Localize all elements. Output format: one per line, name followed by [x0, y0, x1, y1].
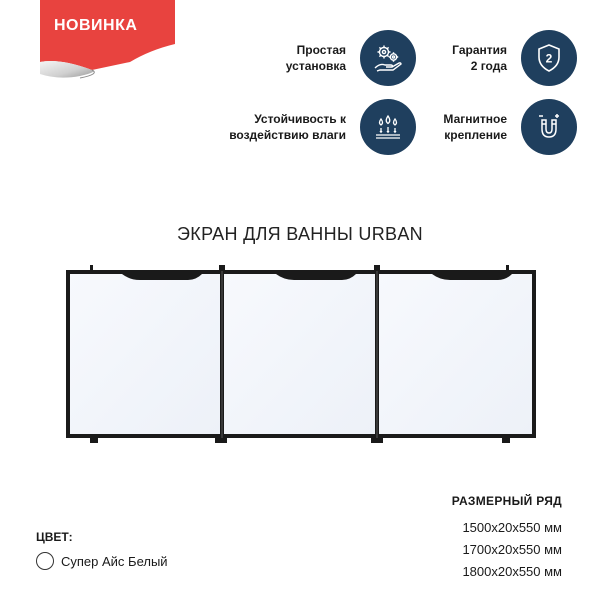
- feature-moisture-resistance: [229, 99, 416, 155]
- size-item: 1800x20x550 мм: [462, 564, 562, 579]
- screen-panel-left: [70, 274, 220, 434]
- feature-label: Устойчивость к воздействию влаги: [229, 112, 346, 142]
- feature-warranty: [452, 30, 577, 86]
- size-item: 1500x20x550 мм: [462, 520, 562, 535]
- sizes-list: [462, 517, 562, 583]
- gears-hand-icon: [360, 30, 416, 86]
- screen-panel-right: [379, 274, 532, 434]
- color-heading: ЦВЕТ:: [36, 530, 73, 544]
- color-option[interactable]: [36, 552, 168, 570]
- feature-label: Гарантия 2 года: [452, 43, 507, 73]
- color-option-label: Супер Айс Белый: [61, 553, 168, 569]
- color-radio-button[interactable]: [36, 552, 54, 570]
- badge-label: НОВИНКА: [54, 17, 138, 34]
- feature-label: Магнитное крепление: [443, 112, 507, 142]
- screen-panel-middle: [224, 274, 375, 434]
- bath-screen-illustration: [60, 262, 542, 452]
- shield-number: 2: [545, 51, 553, 66]
- shield-2-icon: [521, 30, 577, 86]
- new-badge: [40, 0, 175, 80]
- product-title: ЭКРАН ДЛЯ ВАННЫ URBAN: [177, 224, 423, 244]
- magnet-icon: [521, 99, 577, 155]
- feature-label: Простая установка: [285, 43, 346, 73]
- water-drops-icon: [360, 99, 416, 155]
- size-item: 1700x20x550 мм: [462, 542, 562, 557]
- feature-easy-install: [286, 30, 416, 86]
- sizes-heading: РАЗМЕРНЫЙ РЯД: [451, 494, 562, 508]
- feature-magnetic-mount: [443, 99, 577, 155]
- badge-ribbon-shape: [40, 0, 175, 80]
